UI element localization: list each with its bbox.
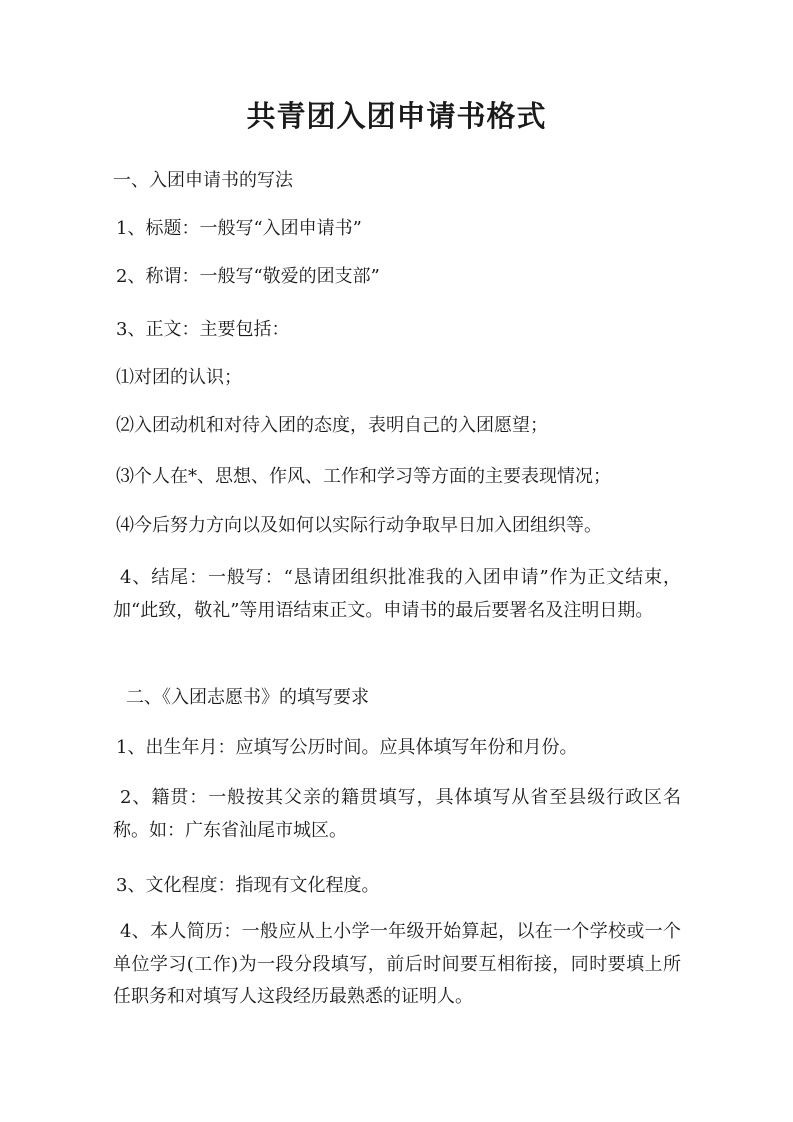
section-heading-2: 二、《入团志愿书》的填写要求	[126, 687, 369, 708]
paragraph-education: 3、文化程度：指现有文化程度。	[116, 875, 380, 896]
list-item-2: ⑵入团动机和对待入团的态度，表明自己的入团愿望；	[116, 415, 548, 436]
paragraph-resume: 4、本人简历：一般应从上小学一年级开始算起，以在一个学校或一个单位学习(工作)为一段分段填写，前后时间要互相衔接，同时要填上所任职务和对填写人这段经历最熟悉的证明人。	[113, 921, 681, 1007]
paragraph-salutation-rule: 2、称谓：一般写“敬爱的团支部”	[116, 266, 380, 287]
list-item-1: ⑴对团的认识；	[116, 367, 242, 388]
paragraph-birth-date: 1、出生年月：应填写公历时间。应具体填写年份和月份。	[116, 737, 578, 758]
paragraph-native-place: 2、籍贯：一般按其父亲的籍贯填写，具体填写从省至县级行政区名称。如：广东省汕尾市城区。	[113, 787, 681, 841]
paragraph-title-rule: 1、标题：一般写“入团申请书”	[116, 218, 362, 239]
list-item-4: ⑷今后努力方向以及如何以实际行动争取早日加入团组织等。	[116, 515, 602, 536]
paragraph-body-rule: 3、正文：主要包括：	[116, 319, 290, 340]
section-heading-1: 一、入团申请书的写法	[113, 170, 293, 191]
document-title: 共青团入团申请书格式	[246, 99, 547, 133]
paragraph-ending-rule: 4、结尾：一般写：“恳请团组织批准我的入团申请”作为正文结束，加“此致，敬礼”等用语结束正文。申请书的最后要署名及注明日期。	[113, 567, 681, 621]
list-item-3: ⑶个人在*、思想、作风、工作和学习等方面的主要表现情况；	[116, 466, 611, 487]
